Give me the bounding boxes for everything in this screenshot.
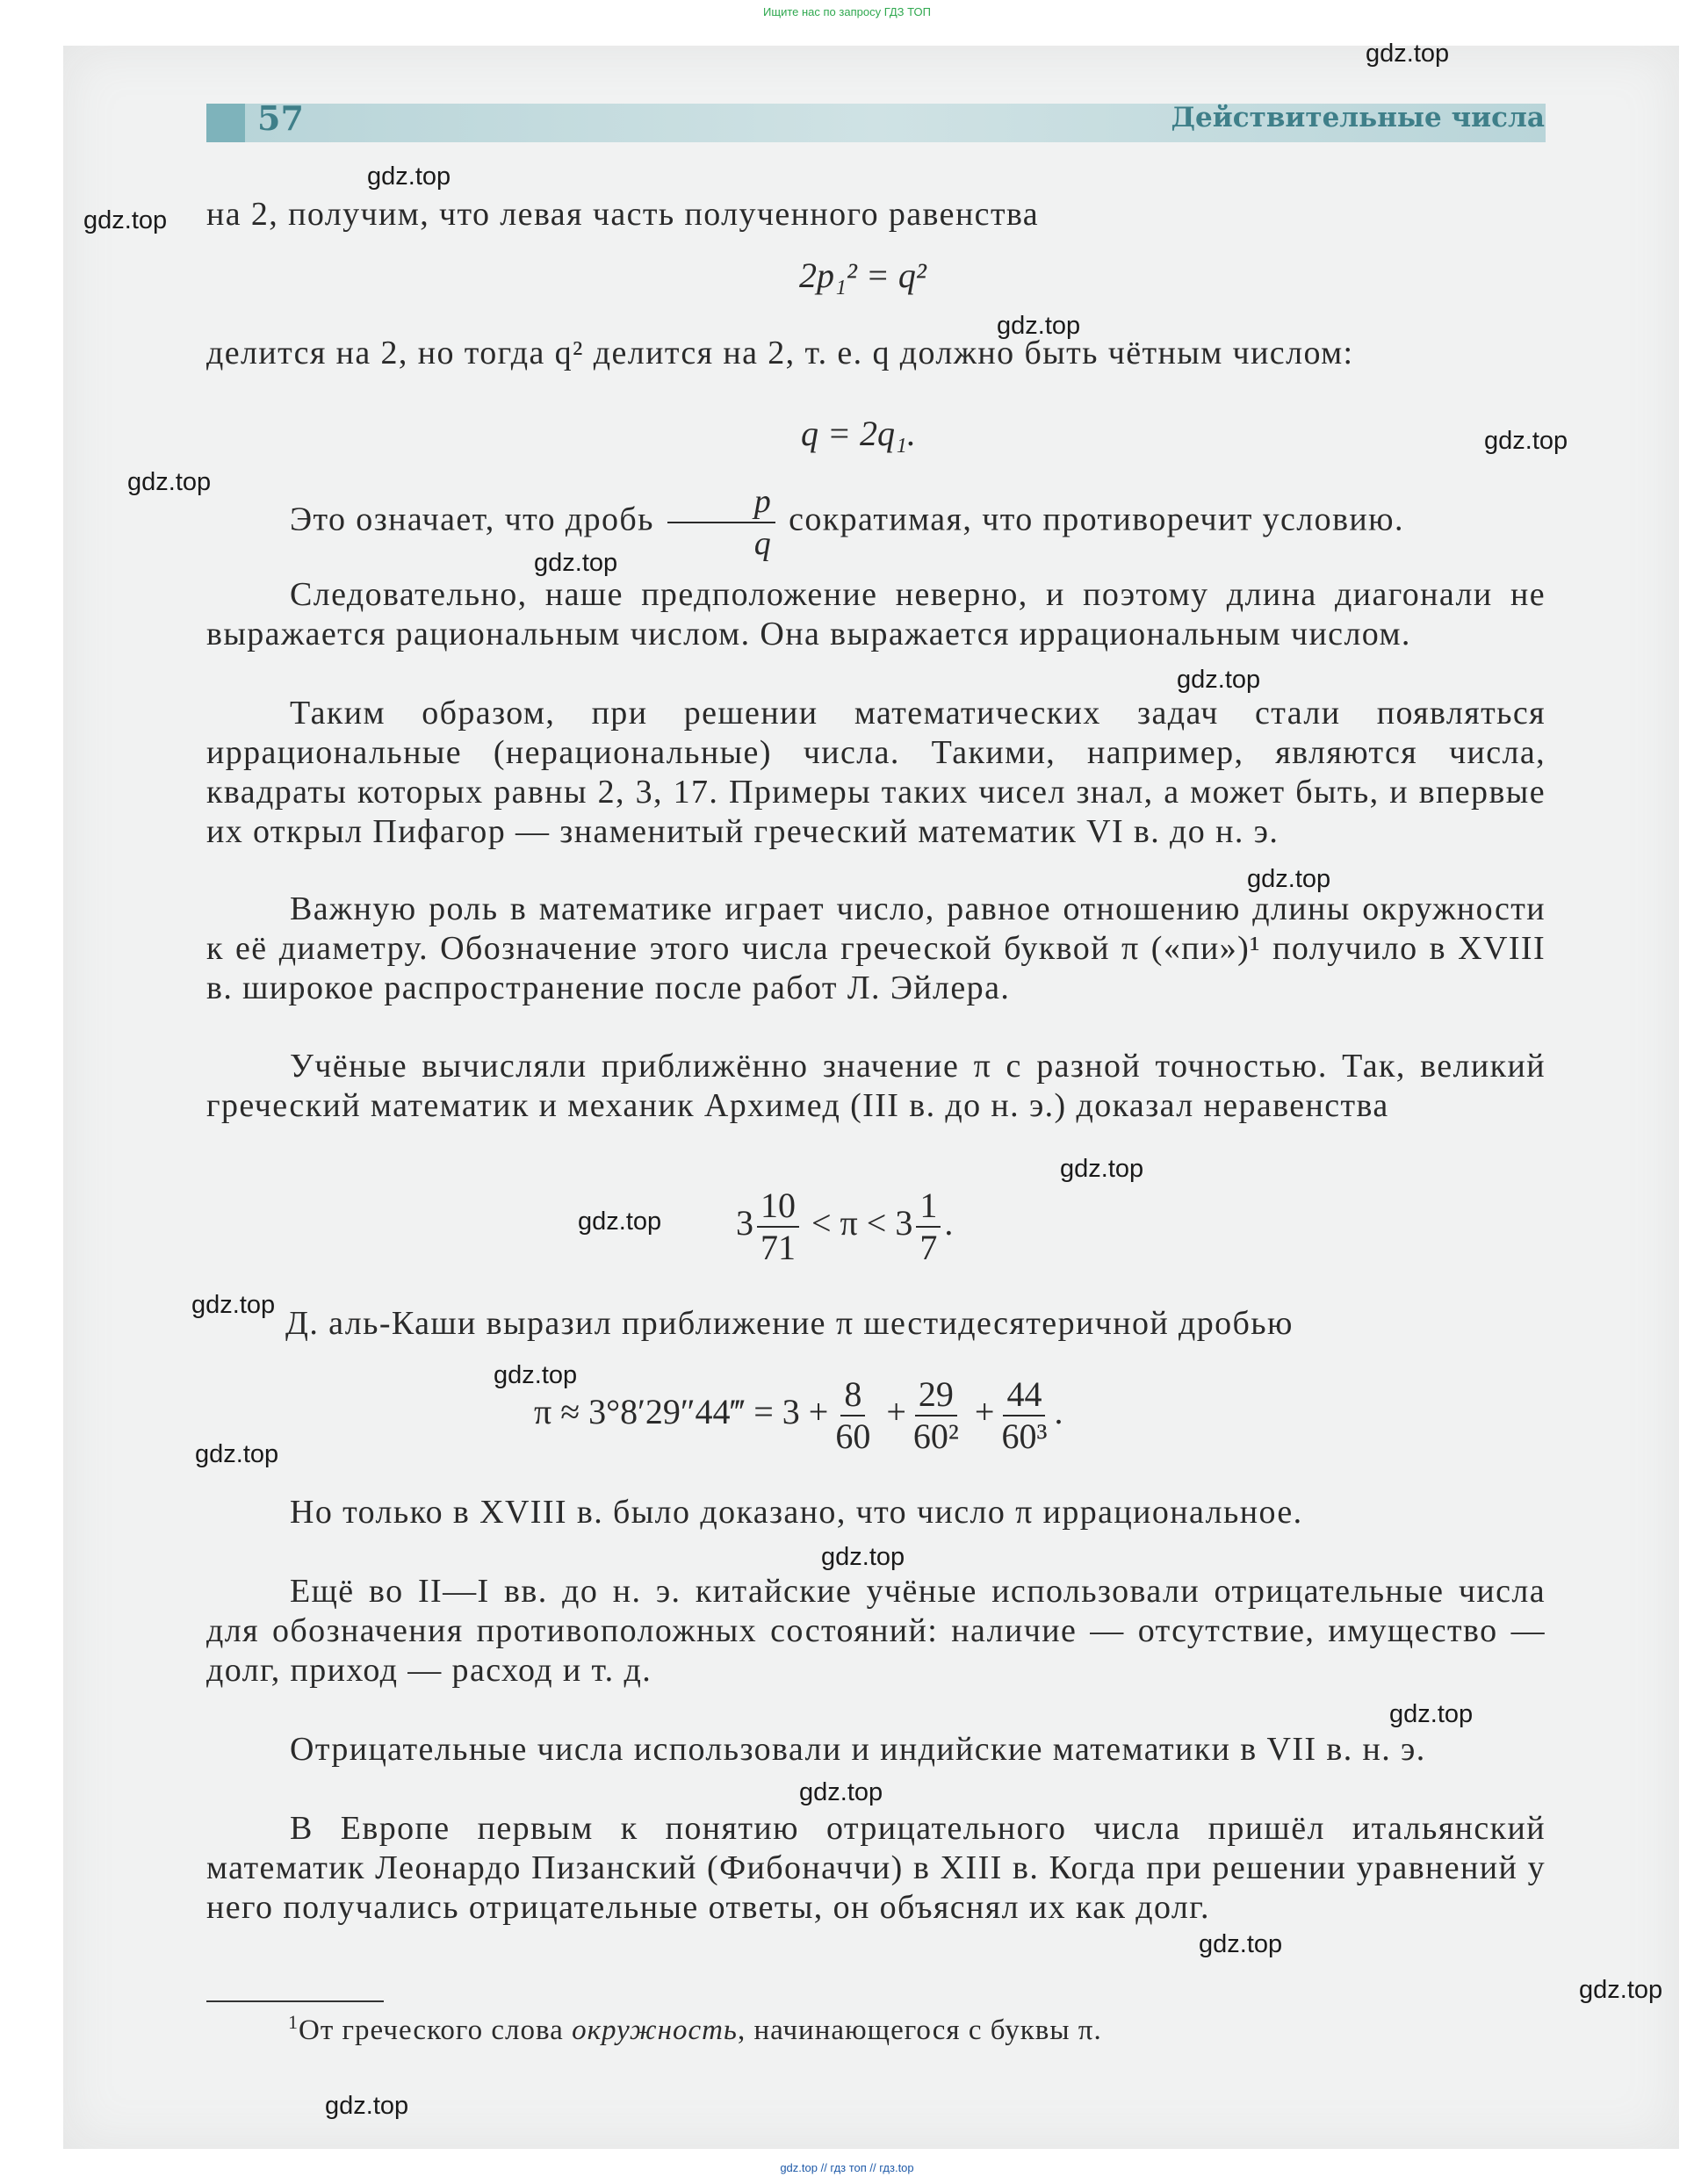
fraction-denominator: 60 [835,1416,871,1456]
fraction-1-7 [916,1186,941,1268]
footnote-emphasis: окружность [572,2015,738,2046]
watermark: gdz.top [83,206,168,234]
paragraph-8 [206,1304,1546,1344]
footnote-text-end: , начинающегося с буквы π. [737,2015,1102,2046]
paragraph-5: Таким образом, при решении математических задач стали появляться иррациональные (нерациональные) числа. Такими, например, являются числа, квадраты которых равны 2, 3, 17. Примеры таких чисел знал, а может быть, и впервые их открыл Пифагор — знаменитый греческий математик VI в. до н. э. [206,695,1546,850]
paragraph-11: Отрицательные числа использовали и индийские математики в VII в. н. э. [290,1731,1426,1768]
watermark: gdz.top [534,549,618,577]
paragraph-4: Следовательно, наше предположение неверно, и поэтому длина диагонали не выражается рациональным числом. Она выражается иррациональным числом. [206,576,1546,652]
watermark: gdz.top [1060,1155,1144,1183]
footnote [288,2011,1102,2047]
footnote-rule [206,2000,384,2002]
mixed-number-integer: 3 [736,1203,753,1243]
watermark: gdz.top [821,1543,905,1571]
formula-2p1-squared: 2p₁² = q² [799,256,926,295]
footnote-text-start: От греческого слова [299,2015,573,2046]
watermark: gdz.top [1247,865,1331,893]
header-marker [206,104,245,142]
top-search-note: Ищите нас по запросу ГДЗ ТОП [763,5,931,18]
watermark: gdz.top [127,468,212,496]
paragraph-3-start: Это означает, что дробь [290,501,654,538]
paragraph-6: Важную роль в математике играет число, равное отношению длины окружности к её диаметру. Обозначение этого числа греческой буквой π («пи»)¹ получило в XVIII в. широкое распространение после работ Л. Эйлера. [206,890,1546,1006]
formula-q-equals-2q1: q = 2q₁. [801,414,916,453]
watermark: gdz.top [799,1778,883,1806]
fraction-29-60sq [910,1374,962,1457]
watermark: gdz.top [1579,1976,1663,2004]
footnote-mark: 1 [288,2011,299,2033]
paragraph-2: делится на 2, но тогда q² делится на 2, т. е. q должно быть чётным числом: [206,335,1354,371]
period: . [944,1203,954,1243]
watermark: gdz.top [367,162,451,191]
bottom-site-note: gdz.top // гдз топ // гдз.top [780,2161,914,2174]
watermark: gdz.top [195,1440,279,1468]
plus-sign: + [974,1392,995,1432]
fraction-numerator: 8 [840,1374,865,1416]
paragraph-8-text: Д. аль-Каши выразил приближение π шестидесятеричной дробью [285,1305,1294,1342]
fraction-numerator: 10 [757,1186,799,1228]
fraction-numerator: p [667,481,775,523]
watermark: gdz.top [1389,1700,1474,1728]
fraction-44-60cube [998,1374,1050,1457]
paragraph-3 [206,481,1546,564]
fraction-10-71 [757,1186,799,1268]
watermark: gdz.top [578,1207,662,1236]
paragraph-9: Но только в XVIII в. было доказано, что число π иррациональное. [290,1494,1303,1531]
fraction-8-60 [832,1374,874,1457]
fraction-denominator: 71 [760,1228,796,1267]
period: . [1054,1392,1063,1432]
fraction-denominator: 60² [912,1416,959,1456]
plus-sign: + [886,1392,906,1432]
section-title: Действительные числа [1171,102,1545,133]
fraction-numerator: 1 [916,1186,941,1228]
paragraph-12: В Европе первым к понятию отрицательного числа пришёл итальянский математик Леонардо Пизанский (Фибоначчи) в XIII в. Когда при решении уравнений у него получались отрицательные ответы, он объяснял их как долг. [206,1810,1546,1926]
formula-lhs: π ≈ 3°8′29″44‴ = 3 + [534,1392,829,1432]
al-kashi-formula [534,1374,1063,1457]
fraction-denominator: 60³ [1001,1416,1048,1456]
fraction-denominator: q [753,525,773,562]
fraction-numerator: 44 [1003,1374,1045,1416]
paragraph-10: Ещё во II—I вв. до н. э. китайские учёные использовали отрицательные числа для обозначения противоположных состояний: наличие — отсутствие, имущество — долг, приход — расход и т. д. [206,1573,1546,1689]
archimedes-inequality [736,1186,953,1268]
watermark: gdz.top [325,2092,409,2120]
fraction-denominator: 7 [919,1228,938,1267]
paragraph-7: Учёные вычисляли приближённо значение π с разной точностью. Так, великий греческий математик и механик Архимед (III в. до н. э.) доказал неравенства [206,1048,1546,1124]
fraction-p-over-q [667,481,775,564]
watermark: gdz.top [1199,1930,1283,1958]
inequality-middle: < π < 3 [811,1203,913,1243]
watermark: gdz.top [1177,666,1261,694]
watermark: gdz.top [494,1361,578,1389]
watermark: gdz.top [1366,40,1450,68]
page-number: 57 [257,98,304,138]
paragraph-1: на 2, получим, что левая часть полученного равенства [206,196,1040,233]
paragraph-3-end: сократимая, что противоречит условию. [789,501,1404,538]
watermark: gdz.top [1484,427,1568,455]
fraction-numerator: 29 [915,1374,957,1416]
watermark: gdz.top [997,312,1081,340]
watermark: gdz.top [191,1291,276,1319]
